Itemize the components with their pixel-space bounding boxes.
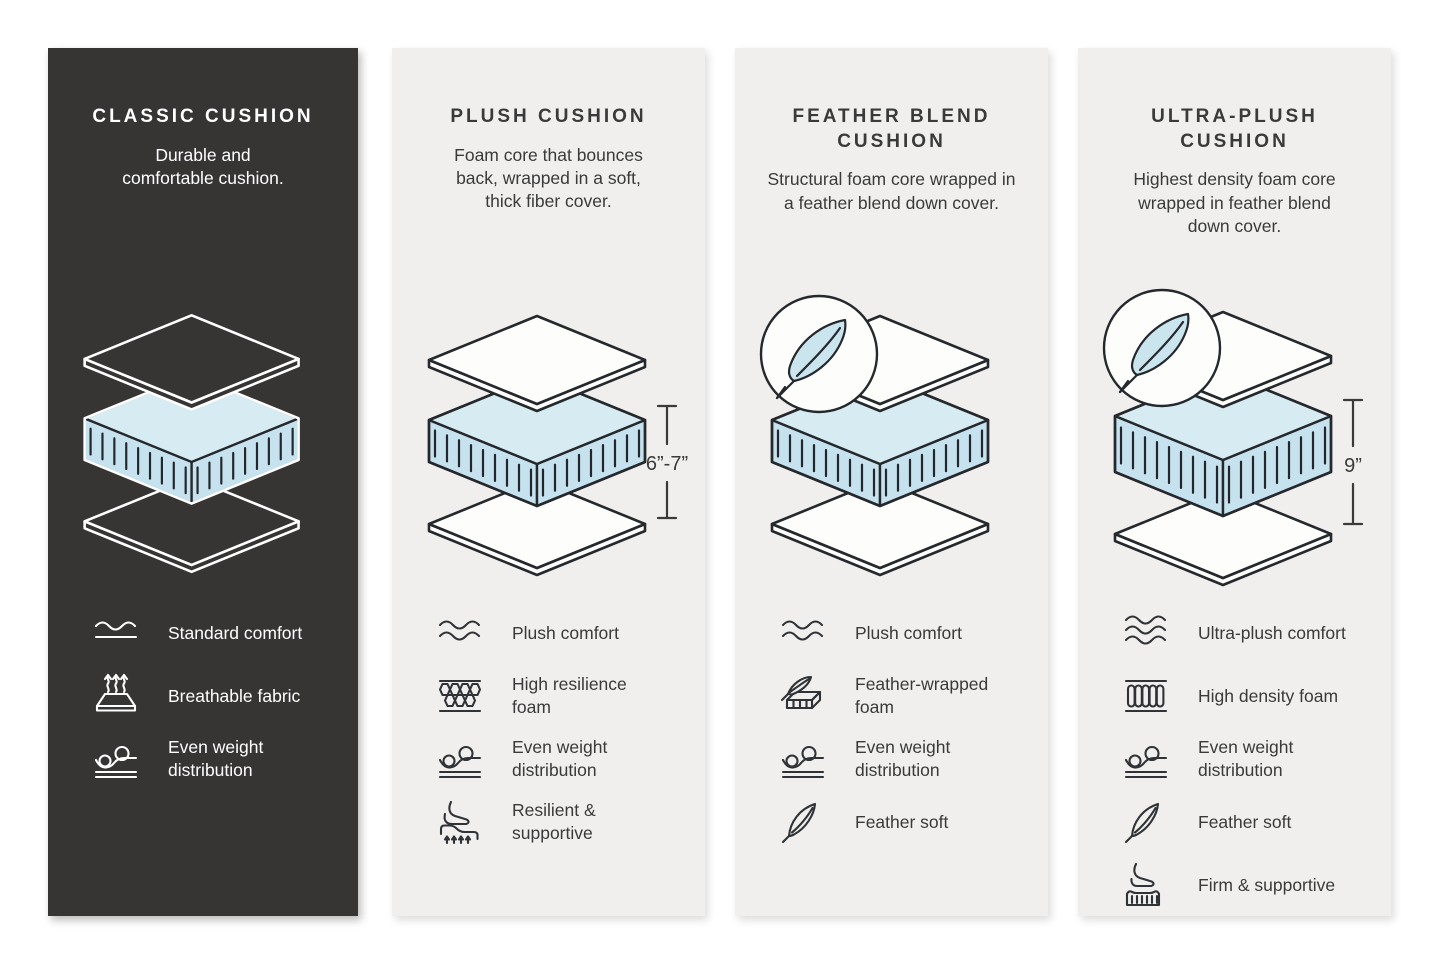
- even-weight-icon: [777, 736, 833, 782]
- dimension-label: 6”-7”: [645, 453, 689, 475]
- feature-row: [1078, 736, 1391, 782]
- feature-row: [1078, 862, 1391, 908]
- feature-label: Firm & supportive: [1198, 874, 1336, 895]
- feature-row: [1078, 673, 1391, 719]
- panel-description: Foam core that bounces back, wrapped in a soft, thick fiber cover.: [454, 144, 643, 212]
- feature-row: [392, 673, 705, 719]
- feature-row: [735, 736, 1048, 782]
- feature-label: High resilience foam: [512, 674, 627, 717]
- cushion-layers-illustration: [735, 248, 1048, 580]
- feature-label: Standard comfort: [168, 622, 303, 643]
- panel-title: CLASSIC CUSHION: [92, 106, 314, 127]
- feather-icon: [777, 799, 833, 845]
- feature-row: [392, 799, 705, 845]
- feature-row: [48, 736, 358, 782]
- panel-feather-blend-cushion: [735, 48, 1048, 916]
- feature-row: [1078, 610, 1391, 656]
- even-weight-icon: [90, 736, 146, 782]
- feature-row: [735, 799, 1048, 845]
- feature-row: [735, 673, 1048, 719]
- feather-badge: [1104, 290, 1220, 406]
- wave-double-icon: [777, 610, 833, 656]
- feature-label: Even weight distribution: [1198, 737, 1294, 780]
- panel-description: Durable and comfortable cushion.: [122, 144, 284, 188]
- feature-label: Feather soft: [855, 811, 949, 832]
- feature-row: [735, 610, 1048, 656]
- feature-row: [48, 673, 358, 719]
- feature-list: [48, 610, 358, 799]
- feature-label: Plush comfort: [512, 622, 619, 643]
- feature-row: [392, 736, 705, 782]
- cushion-layers-illustration: [392, 248, 705, 580]
- feature-label: Feather soft: [1198, 811, 1292, 832]
- dimension-callout: [1344, 400, 1362, 524]
- feature-label: Feather-wrapped foam: [855, 674, 989, 717]
- feather-icon: [1120, 799, 1176, 845]
- breathable-fabric-icon: [90, 673, 146, 719]
- feature-row: [48, 610, 358, 656]
- wave-single-icon: [90, 610, 146, 656]
- dimension-callout: [646, 406, 688, 518]
- even-weight-icon: [1120, 736, 1176, 782]
- even-weight-icon: [434, 736, 490, 782]
- feature-label: Even weight distribution: [855, 737, 951, 780]
- feature-list: [735, 610, 1048, 862]
- wave-triple-icon: [1120, 610, 1176, 656]
- panel-description: Structural foam core wrapped in a feather blend down cover.: [767, 169, 1016, 213]
- panel-classic-cushion: [48, 48, 358, 916]
- firm-supportive-icon: [1120, 862, 1176, 908]
- feature-label: Ultra-plush comfort: [1198, 622, 1346, 643]
- resilient-supportive-icon: [434, 799, 490, 845]
- panel-plush-cushion: [392, 48, 705, 916]
- feature-label: Breathable fabric: [168, 685, 301, 706]
- hex-foam-icon: [434, 673, 490, 719]
- panel-description: Highest density foam core wrapped in feather blend down cover.: [1133, 169, 1336, 236]
- panel-title: ULTRA-PLUSH CUSHION: [1151, 106, 1318, 152]
- feature-list: [392, 610, 705, 862]
- feature-label: Plush comfort: [855, 622, 962, 643]
- feature-list: [1078, 610, 1391, 925]
- cushion-layers-illustration: [48, 248, 358, 577]
- panel-title: PLUSH CUSHION: [450, 106, 647, 127]
- feature-row: [392, 610, 705, 656]
- feature-label: Resilient & supportive: [512, 800, 596, 843]
- wave-double-icon: [434, 610, 490, 656]
- feather-badge: [761, 296, 877, 412]
- panel-title: FEATHER BLEND CUSHION: [792, 106, 991, 152]
- feather-wrapped-foam-icon: [777, 673, 833, 719]
- cushion-layers-illustration: [1078, 248, 1391, 592]
- feature-label: Even weight distribution: [512, 737, 608, 780]
- density-foam-icon: [1120, 673, 1176, 719]
- feature-label: Even weight distribution: [168, 737, 264, 780]
- feature-label: High density foam: [1198, 685, 1339, 706]
- feature-row: [1078, 799, 1391, 845]
- dimension-label: 9”: [1344, 455, 1362, 477]
- panel-ultra-plush-cushion: [1078, 48, 1391, 916]
